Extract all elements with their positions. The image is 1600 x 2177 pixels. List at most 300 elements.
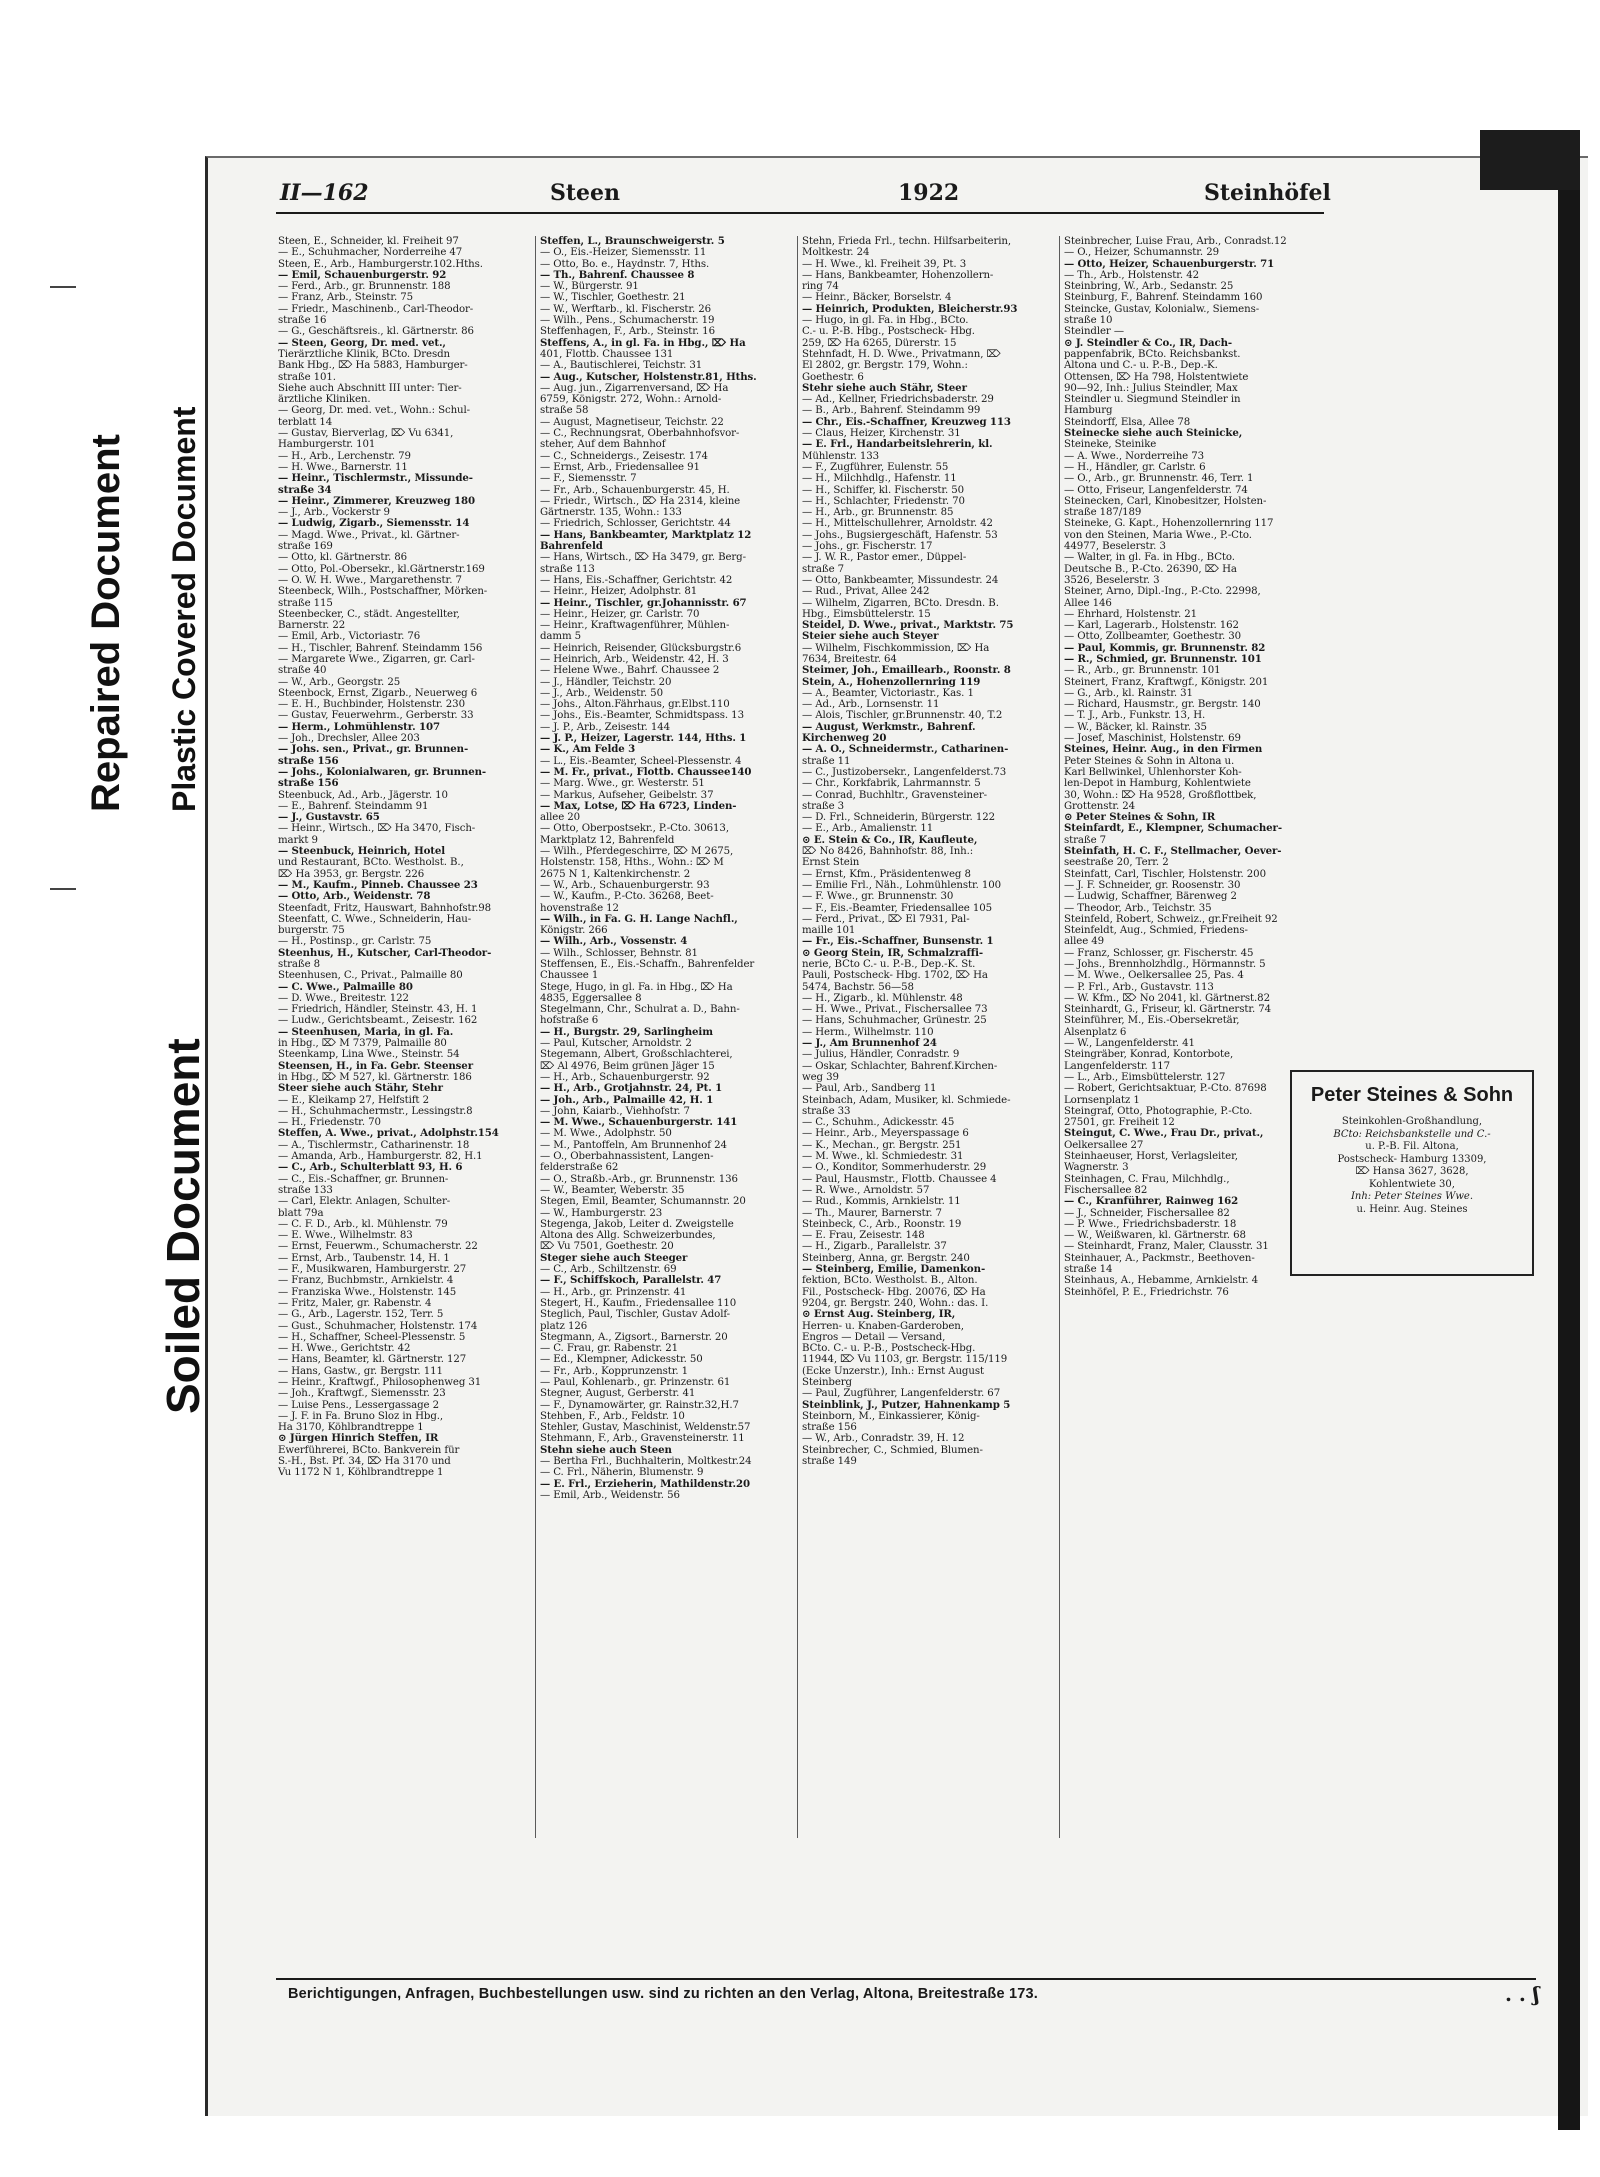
- directory-entry: Steinert, Franz, Kraftwgf., Königstr. 201: [1064, 676, 1269, 688]
- directory-entry: Steenbecker, C., städt. Angestellter,: [278, 608, 460, 620]
- directory-entry: — Ludw., Gerichtsbeamt., Zeisestr. 162: [278, 1015, 478, 1027]
- directory-entry: fektion, BCto. Westholst. B., Alton.: [802, 1275, 978, 1287]
- directory-entry: — C. Wwe., Palmaille 80: [278, 981, 413, 993]
- directory-entry: — H., Arb., Lerchenstr. 79: [278, 450, 411, 462]
- directory-entry: Steger siehe auch Steeger: [540, 1252, 688, 1264]
- directory-entry: — Ferd., Privat., ⌦ El 7931, Pal-: [802, 913, 970, 925]
- directory-entry: len-Depot in Hamburg, Kohlentwiete: [1064, 778, 1251, 790]
- advertisement-line: Inh: Peter Steines Wwe.: [1350, 1191, 1474, 1202]
- directory-entry: Steinführer, M., Eis.-Obersekretär,: [1064, 1015, 1240, 1027]
- directory-entry: damm 5: [540, 631, 582, 643]
- directory-entry: Grottenstr. 24: [1064, 800, 1136, 812]
- directory-entry: Ewerführerei, BCto. Bankverein für: [278, 1444, 460, 1456]
- directory-entry: — Wilhelm, Fischkommission, ⌦ Ha: [802, 642, 990, 654]
- directory-entry: — Steinberg, Emilie, Damenkon-: [802, 1264, 986, 1276]
- directory-entry: — Otto, Bo. e., Haydnstr. 7, Hths.: [540, 258, 710, 270]
- directory-entry: Steinfath, H. C. F., Stellmacher, Oever-: [1064, 846, 1282, 858]
- directory-entry: straße 10: [1064, 315, 1113, 327]
- directory-entry: — H., Burgstr. 29, Sarlingheim: [540, 1026, 713, 1038]
- directory-entry: — Claus, Heizer, Kirchenstr. 31: [802, 428, 961, 440]
- directory-entry: allee 20: [540, 812, 581, 824]
- directory-entry: — Fritz, Maler, gr. Rabenstr. 4: [278, 1297, 432, 1309]
- directory-entry: — H., Zigarb., kl. Mühlenstr. 48: [802, 992, 963, 1004]
- directory-entry: ärztliche Kliniken.: [278, 394, 371, 406]
- page-corner-shadow: [1480, 130, 1580, 190]
- directory-entry: — Georg, Dr. med. vet., Wohn.: Schul-: [278, 405, 471, 417]
- directory-entry: straße 14: [1064, 1264, 1113, 1276]
- directory-entry: straße 156: [802, 1422, 857, 1434]
- directory-entry: — W., Arb., Schauenburgerstr. 93: [540, 879, 710, 891]
- directory-entry: Steensen, H., in Fa. Gebr. Steenser: [278, 1060, 473, 1072]
- directory-entry: — A., Tischlermstr., Catharinenstr. 18: [278, 1139, 470, 1151]
- directory-entry: — A. O., Schneidermstr., Catharinen-: [802, 744, 1009, 756]
- directory-entry: — Joh., Drechsler, Allee 203: [278, 733, 420, 745]
- directory-entry: — Ad., Arb., Lornsenstr. 11: [802, 699, 940, 711]
- directory-entry: ⊙ Peter Steines & Sohn, IR: [1064, 812, 1216, 824]
- directory-entry: — Margarete Wwe., Zigarren, gr. Carl-: [278, 653, 475, 665]
- directory-entry: — Paul, Zugführer, Langenfelderstr. 67: [802, 1388, 1001, 1400]
- directory-entry: seestraße 20, Terr. 2: [1064, 857, 1169, 869]
- directory-entry: — F., Siemensstr. 7: [540, 473, 637, 485]
- footer-rule: [276, 1978, 1536, 1980]
- directory-entry: Steinhardt, G., Friseur, kl. Gärtnerstr. 74: [1064, 1004, 1272, 1016]
- directory-entry: — Marg. Wwe., gr. Westerstr. 51: [540, 778, 705, 790]
- directory-entry: Steenfadt, Fritz, Hauswart, Bahnhofstr.98: [278, 902, 492, 914]
- directory-entry: — K., Am Felde 3: [540, 744, 636, 756]
- advertisement-title: Peter Steines & Sohn: [1310, 1084, 1514, 1106]
- directory-entry: — R. Wwe., Arnoldstr. 57: [802, 1184, 930, 1196]
- advertisement-line: ⌦ Hansa 3627, 3628,: [1355, 1166, 1469, 1177]
- directory-entry: — Otto, Arb., Weidenstr. 78: [278, 891, 431, 903]
- directory-entry: straße 11: [802, 755, 851, 767]
- directory-entry: Deutsche B., P.-Cto. 26390, ⌦ Ha: [1064, 563, 1237, 575]
- directory-entry: — Johs., Bugsiergeschäft, Hafenstr. 53: [802, 529, 998, 541]
- directory-entry: — F. Wwe., gr. Brunnenstr. 30: [802, 891, 954, 903]
- directory-entry: — Heinr., Heizer, Adolphstr. 81: [540, 586, 698, 598]
- directory-entry: Stehmann, F., Arb., Gravensteinerstr. 11: [540, 1433, 745, 1445]
- directory-entry: Stehn siehe auch Steen: [540, 1444, 672, 1456]
- directory-entry: Stegert, H., Kaufm., Friedensallee 110: [540, 1297, 737, 1309]
- directory-entry: — A., Beamter, Victoriastr., Kas. 1: [802, 687, 974, 699]
- directory-entry: straße 187/189: [1064, 507, 1142, 519]
- directory-entry: Steglich, Paul, Tischler, Gustav Adolf-: [540, 1309, 731, 1321]
- directory-entry: — Steen, Georg, Dr. med. vet.,: [278, 337, 446, 349]
- directory-entry: — Paul, Kohlenarb., gr. Prinzenstr. 61: [540, 1376, 731, 1388]
- directory-entry: — Wilh., Pferdegeschirre, ⌦ M 2675,: [540, 846, 734, 858]
- directory-entry: — Heinr., Zimmerer, Kreuzweg 180: [278, 495, 475, 507]
- margin-tick: [50, 286, 76, 288]
- directory-entry: — H., Schiffer, kl. Fischerstr. 50: [802, 484, 965, 496]
- directory-entry: — E., Arb., Amalienstr. 11: [802, 823, 934, 835]
- directory-entry: — J., Am Brunnenhof 24: [802, 1038, 937, 1050]
- directory-entry: Vu 1172 N 1, Köhlbrandtreppe 1: [278, 1467, 444, 1479]
- directory-entry: Stegelmann, Chr., Schulrat a. D., Bahn-: [540, 1004, 740, 1016]
- directory-entry: — C., Arb., Schiltzenstr. 69: [540, 1264, 677, 1276]
- directory-entry: 4835, Eggersallee 8: [540, 992, 642, 1004]
- directory-entry: — M., Pantoffeln, Am Brunnenhof 24: [540, 1139, 727, 1151]
- directory-entry: Stein, A., Hohenzollernring 119: [802, 676, 981, 688]
- directory-entry: pappenfabrik, BCto. Reichsbankst.: [1064, 348, 1241, 360]
- directory-entry: Steinborn, M., Einkassierer, König-: [802, 1410, 980, 1422]
- directory-entry: — W., Bäcker, kl. Rainstr. 35: [1064, 721, 1207, 733]
- directory-entry: 259, ⌦ Ha 6265, Dürerstr. 15: [802, 337, 957, 349]
- directory-entry: Steinburg, F., Bahrenf. Steindamm 160: [1064, 292, 1263, 304]
- directory-entry: — W., Bürgerstr. 91: [540, 281, 639, 293]
- directory-entry: Hamburgerstr. 101: [278, 439, 376, 451]
- directory-entry: — Otto, Heizer, Schauenburgerstr. 71: [1064, 258, 1275, 270]
- directory-entry: — J., Gustavstr. 65: [278, 812, 380, 824]
- directory-entry: S.-H., Bst. Pf. 34, ⌦ Ha 3170 und: [278, 1456, 451, 1468]
- repaired-document-label: Repaired Document: [84, 434, 128, 812]
- column-divider: [1059, 236, 1060, 1838]
- directory-entry: — Paul, Kommis, gr. Brunnenstr. 82: [1064, 642, 1266, 654]
- directory-entry: Steffen, L., Braunschweigerstr. 5: [540, 236, 725, 247]
- directory-entry: Steenfatt, C. Wwe., Schneiderin, Hau-: [278, 913, 472, 925]
- publisher-footer: Berichtigungen, Anfragen, Buchbestellungen usw. sind zu richten an den Verlag, Altona, Breitestraße 173.: [288, 1986, 1038, 2002]
- directory-entry: Steingräber, Konrad, Kontorbote,: [1064, 1049, 1234, 1061]
- directory-entry: — Otto, Zollbeamter, Goethestr. 30: [1064, 631, 1242, 643]
- directory-entry: 3526, Beselerstr. 3: [1064, 574, 1160, 586]
- directory-entry: — E., Schuhmacher, Norderreihe 47: [278, 247, 463, 259]
- directory-entry: — H., Friedenstr. 70: [278, 1117, 381, 1129]
- directory-entry: — Johs. sen., Privat., gr. Brunnen-: [278, 744, 469, 756]
- directory-entry: — R., Arb., gr. Brunnenstr. 101: [1064, 665, 1221, 677]
- directory-entry: Hamburg: [1064, 405, 1113, 417]
- directory-entry: Steineke, Steinike: [1064, 439, 1157, 451]
- directory-entry: Langenfelderstr. 117: [1064, 1060, 1170, 1072]
- directory-entry: (Ecke Unzerstr.), Inh.: Ernst August: [802, 1365, 984, 1377]
- directory-entry: — Friedr., Wirtsch., ⌦ Ha 2314, kleine: [540, 495, 741, 507]
- directory-entry: — L., Eis.-Beamter, Scheel-Plessenstr. 4: [540, 755, 742, 767]
- advertisement-line: u. P.-B. Fil. Altona,: [1365, 1141, 1459, 1152]
- directory-entry: Stegen, Emil, Beamter, Schumannstr. 20: [540, 1196, 746, 1208]
- directory-entry: — W., Tischler, Goethestr. 21: [540, 292, 686, 304]
- directory-entry: — W., Arb., Conradstr. 39, H. 12: [802, 1433, 965, 1445]
- directory-entry: — F., Dynamowärter, gr. Rainstr.32,H.7: [540, 1399, 739, 1411]
- directory-entry: Steinbach, Adam, Musiker, kl. Schmiede-: [802, 1094, 1011, 1106]
- directory-entry: straße 156: [278, 778, 339, 790]
- directory-entry: straße 34: [278, 484, 332, 496]
- directory-entry: Kirchenweg 20: [802, 733, 887, 745]
- directory-entry: — M. Wwe., Oelkersallee 25, Pas. 4: [1064, 970, 1244, 982]
- directory-entry: Steinfardt, E., Klempner, Schumacher-: [1064, 823, 1282, 835]
- directory-entry: — Aug. jun., Zigarrenversand, ⌦ Ha: [540, 382, 729, 394]
- directory-entry: — H., Mittelschullehrer, Arnoldstr. 42: [802, 518, 993, 530]
- directory-entry: Steinhaeuser, Horst, Verlagsleiter,: [1064, 1151, 1238, 1163]
- directory-entry: — Robert, Gerichtsaktuar, P.-Cto. 87698: [1064, 1083, 1267, 1095]
- directory-entry: markt 9: [278, 834, 318, 846]
- directory-entry: straße 16: [278, 315, 327, 327]
- directory-entry: — E. Frau, Zeisestr. 148: [802, 1230, 925, 1242]
- soiled-document-label: Soiled Document: [157, 1038, 209, 1414]
- directory-entry: — C. Frau, gr. Rabenstr. 21: [540, 1343, 679, 1355]
- directory-entry: — Hans, Bankbeamter, Hohenzollern-: [802, 269, 994, 281]
- directory-entry: straße 169: [278, 541, 333, 553]
- directory-entry: 401, Flottb. Chaussee 131: [540, 348, 674, 360]
- directory-entry: — Ludwig, Zigarb., Siemensstr. 14: [278, 518, 470, 530]
- directory-entry: Altona des Allg. Schweizerbundes,: [540, 1230, 716, 1242]
- directory-entry: Steingraf, Otto, Photographie, P.-Cto.: [1064, 1105, 1253, 1117]
- directory-entry: — W., Werftarb., kl. Fischerstr. 26: [540, 303, 712, 315]
- directory-entry: — A. Wwe., Norderreihe 73: [1064, 450, 1204, 462]
- directory-entry: — O., Straßb.-Arb., gr. Brunnenstr. 136: [540, 1173, 738, 1185]
- directory-entry: Fil., Postscheck- Hbg. 20076, ⌦ Ha: [802, 1286, 986, 1298]
- directory-entry: straße 58: [540, 405, 589, 417]
- directory-entry: Steinecken, Carl, Kinobesitzer, Holsten-: [1064, 495, 1267, 507]
- directory-entry: Steidel, D. Wwe., privat., Marktstr. 75: [802, 620, 1014, 632]
- directory-entry: — Johs., gr. Fischerstr. 17: [802, 541, 933, 553]
- directory-entry: — Heinrich, Produkten, Bleicherstr.93: [802, 303, 1018, 315]
- directory-entry: Steen, E., Schneider, kl. Freiheit 97: [278, 236, 459, 247]
- directory-entry: — Alois, Tischler, gr.Brunnenstr. 40, T.2: [802, 710, 1003, 722]
- advertisement-box: [1290, 1070, 1534, 1276]
- directory-entry: — J. P., Arb., Zeisestr. 144: [540, 721, 670, 733]
- advertisement-line: Kohlentwiete 30,: [1369, 1178, 1455, 1190]
- directory-entry: — W. Kfm., ⌦ No 2041, kl. Gärtnerst.82: [1064, 992, 1270, 1004]
- directory-entry: Steindler u. Siegmund Steindler in: [1064, 394, 1241, 406]
- directory-entry: Holstenstr. 158, Hths., Wohn.: ⌦ M: [540, 857, 724, 869]
- directory-entry: — Franziska Wwe., Holstenstr. 145: [278, 1286, 457, 1298]
- directory-entry: Steenbock, Ernst, Zigarb., Neuerweg 6: [278, 687, 478, 699]
- directory-entry: — M., Kaufm., Pinneb. Chaussee 23: [278, 879, 478, 891]
- directory-entry: weg 39: [802, 1071, 839, 1083]
- directory-entry: Stegemann, Albert, Großschlachterei,: [540, 1049, 733, 1061]
- directory-entry: — C. Frl., Näherin, Blumenstr. 9: [540, 1467, 704, 1479]
- directory-entry: Marktplatz 12, Bahrenfeld: [540, 834, 675, 846]
- directory-entry: — H. Wwe., Gerichtstr. 42: [278, 1343, 411, 1355]
- directory-entry: — Heinrich, Arb., Weidenstr. 42, H. 3: [540, 653, 729, 665]
- directory-entry: Hbg., Eimsbüttelerstr. 15: [802, 608, 931, 620]
- directory-entry: — E. Wwe., Wilhelmstr. 83: [278, 1230, 413, 1242]
- directory-entry: — E., Kleikamp 27, Helfstift 2: [278, 1094, 429, 1106]
- directory-entry: Steingut, C. Wwe., Frau Dr., privat.,: [1064, 1128, 1264, 1140]
- directory-entry: — E. Frl., Handarbeitslehrerin, kl.: [802, 439, 993, 451]
- directory-entry: — Theodor, Arb., Teichstr. 35: [1064, 902, 1212, 914]
- directory-entry: ⌦ No 8426, Bahnhofstr. 88, Inh.:: [802, 846, 974, 858]
- directory-entry: — Otto, kl. Gärtnerstr. 86: [278, 552, 408, 564]
- directory-entry: Steer siehe auch Stähr, Stehr: [278, 1083, 443, 1095]
- directory-entry: straße 7: [1064, 834, 1107, 846]
- directory-entry: Stehnfadt, H. D. Wwe., Privatmann, ⌦: [802, 348, 1001, 360]
- directory-entry: — O., Arb., gr. Brunnenstr. 46, Terr. 1: [1064, 473, 1254, 485]
- directory-entry: Steenhusen, C., Privat., Palmaille 80: [278, 970, 463, 982]
- directory-entry: — Ernst, Arb., Taubenstr. 14, H. 1: [278, 1252, 450, 1264]
- directory-entry: El 2802, gr. Bergstr. 179, Wohn.:: [802, 360, 968, 372]
- directory-entry: — Helene Wwe., Bahrf. Chaussee 2: [540, 665, 720, 677]
- directory-entry: — C., Schuhm., Adickesstr. 45: [802, 1117, 955, 1129]
- directory-entry: Ha 3170, Köhlbrandtreppe 1: [278, 1422, 424, 1434]
- directory-entry: — H., Arb., Schauenburgerstr. 92: [540, 1071, 710, 1083]
- directory-entry: Fischersallee 82: [1064, 1184, 1148, 1196]
- directory-entry: Engros — Detail — Versand,: [802, 1331, 946, 1343]
- directory-entry: — Hans, Eis.-Schaffner, Gerichtstr. 42: [540, 574, 733, 586]
- directory-entry: Steier siehe auch Steyer: [802, 631, 939, 643]
- directory-entry: — Heinr., Heizer, gr. Carlstr. 70: [540, 608, 700, 620]
- directory-entry: — L., Arb., Eimsbüttelerstr. 127: [1064, 1071, 1226, 1083]
- directory-entry: — Fr., Arb., Kopprunzenstr. 1: [540, 1365, 689, 1377]
- directory-entry: straße 8: [278, 959, 321, 970]
- directory-entry: — H., Arb., gr. Prinzenstr. 41: [540, 1286, 687, 1298]
- directory-entry: — Otto, Friseur, Langenfelderstr. 74: [1064, 484, 1248, 496]
- column-divider: [797, 236, 798, 1838]
- directory-entry: Steinblink, J., Putzer, Hahnenkamp 5: [802, 1399, 1011, 1411]
- directory-entry: 2675 N 1, Kaltenkirchenstr. 2: [540, 868, 691, 880]
- directory-entry: felderstraße 62: [540, 1162, 619, 1174]
- directory-entry: — Markus, Aufseher, Geibelstr. 37: [540, 789, 714, 801]
- directory-entry: Steinbrecher, Luise Frau, Arb., Conradst.12: [1064, 236, 1287, 247]
- directory-entry: 27501, gr. Freiheit 12: [1064, 1117, 1175, 1129]
- directory-entry: — Ernst, Arb., Friedensallee 91: [540, 461, 700, 473]
- directory-entry: Steinhauer, A., Packmstr., Beethoven-: [1064, 1252, 1255, 1264]
- directory-entry: straße 133: [278, 1184, 333, 1196]
- directory-entry: ⌦ Al 4976, Beim grünen Jäger 15: [540, 1060, 715, 1072]
- directory-entry: straße 115: [278, 597, 333, 609]
- directory-entry: Herren- u. Knaben-Garderoben,: [802, 1320, 964, 1332]
- directory-entry: — Ferd., Arb., gr. Brunnenstr. 188: [278, 281, 451, 293]
- directory-entry: — Ed., Klempner, Adickesstr. 50: [540, 1354, 703, 1366]
- directory-entry: Moltkestr. 24: [802, 247, 870, 259]
- directory-entry: — August, Magnetiseur, Teichstr. 22: [540, 416, 724, 428]
- directory-entry: — Conrad, Buchhltr., Gravensteiner-: [802, 789, 987, 801]
- directory-entry: Steinhöfel, P. E., Friedrichstr. 76: [1064, 1286, 1229, 1298]
- directory-entry: — C., Rechnungsrat, Oberbahnhofsvor-: [540, 428, 740, 440]
- directory-entry: blatt 79a: [278, 1207, 324, 1219]
- directory-entry: Barnerstr. 22: [278, 620, 346, 632]
- directory-entry: straße 156: [278, 755, 339, 767]
- directory-entry: — Johs., Brennholzhdlg., Hörmannstr. 5: [1064, 959, 1266, 970]
- advertisement-line: BCto: Reichsbankstelle und C.-: [1333, 1128, 1491, 1140]
- plastic-covered-label: Plastic Covered Document: [166, 406, 202, 812]
- directory-entry: von den Steinen, Maria Wwe., P.-Cto.: [1064, 529, 1252, 541]
- directory-entry: 7634, Breitestr. 64: [802, 653, 897, 665]
- directory-entry: — C., Eis.-Schaffner, gr. Brunnen-: [278, 1173, 449, 1185]
- directory-entry: — G., Arb., Lagerstr. 152, Terr. 5: [278, 1309, 444, 1321]
- directory-entry: Ottensen, ⌦ Ha 798, Holstentwiete: [1064, 371, 1249, 383]
- directory-entry: Steenbeck, Wilh., Postschaffner, Mörken-: [278, 586, 488, 598]
- directory-entry: Wagnerstr. 3: [1064, 1162, 1129, 1174]
- directory-entry: — Th., Bahrenf. Chaussee 8: [540, 269, 695, 281]
- directory-entry: — K., Mechan., gr. Bergstr. 251: [802, 1139, 962, 1151]
- directory-entry: Allee 146: [1064, 597, 1112, 609]
- directory-entry: Steinhagen, C. Frau, Milchhdlg.,: [1064, 1173, 1230, 1185]
- directory-entry: — H., Schlachter, Friedenstr. 70: [802, 495, 965, 507]
- directory-entry: ⊙ Ernst Aug. Steinberg, IR,: [802, 1309, 956, 1321]
- directory-entry: — J. W. R., Pastor emer., Düppel-: [802, 552, 967, 564]
- directory-entry: — W., Beamter, Weberstr. 35: [540, 1184, 685, 1196]
- directory-entry: — J., Arb., Vockerstr 9: [278, 507, 390, 519]
- directory-entry: — H., Zigarb., Parallelstr. 37: [802, 1241, 947, 1253]
- directory-entry: — M. Wwe., kl. Schmiedestr. 31: [802, 1151, 964, 1163]
- directory-entry: — Johs., Eis.-Beamter, Schmidtspass. 13: [540, 710, 744, 722]
- directory-entry: — W., Arb., Georgstr. 25: [278, 676, 401, 688]
- directory-entry: Steinbrecher, C., Schmied, Blumen-: [802, 1444, 983, 1456]
- directory-entry: Stegner, August, Gerberstr. 41: [540, 1388, 696, 1400]
- directory-entry: Stegmann, A., Zigsort., Barnerstr. 20: [540, 1331, 728, 1343]
- directory-entry: — Chr., Eis.-Schaffner, Kreuzweg 113: [802, 416, 1011, 428]
- directory-entry: Oelkersallee 27: [1064, 1139, 1144, 1151]
- margin-tick: [50, 888, 76, 890]
- directory-entry: — Carl, Elektr. Anlagen, Schulter-: [278, 1196, 451, 1208]
- directory-column-4: [1064, 236, 1326, 1298]
- directory-entry: — Hans, Schuhmacher, Grünestr. 25: [802, 1015, 987, 1027]
- directory-entry: — Julius, Händler, Conradstr. 9: [802, 1049, 960, 1061]
- directory-entry: allee 49: [1064, 936, 1105, 948]
- directory-entry: — Herm., Lohmühlenstr. 107: [278, 721, 440, 733]
- directory-entry: Altona und C.- u. P.-B., Dep.-K.: [1064, 360, 1218, 372]
- directory-entry: straße 40: [278, 665, 327, 677]
- directory-entry: — Fr., Eis.-Schaffner, Bunsenstr. 1: [802, 936, 994, 948]
- directory-entry: — H., Arb., gr. Brunnenstr. 85: [802, 507, 954, 519]
- directory-entry: — Aug., Kutscher, Holstenstr.81, Hths.: [540, 371, 757, 383]
- directory-entry: — H. Wwe., Barnerstr. 11: [278, 461, 408, 473]
- directory-entry: — Franz, Buchbmstr., Arnkielstr. 4: [278, 1275, 454, 1287]
- directory-entry: — Franz, Schlosser, gr. Fischerstr. 45: [1064, 947, 1254, 959]
- directory-entry: Peter Steines & Sohn in Altona u.: [1064, 755, 1235, 767]
- directory-entry: — A., Bautischlerei, Teichstr. 31: [540, 360, 703, 372]
- directory-entry: — Josef, Maschinist, Holstenstr. 69: [1064, 733, 1241, 745]
- directory-entry: — Emilie Frl., Näh., Lohmühlenstr. 100: [802, 879, 1002, 891]
- directory-entry: — Herm., Wilhelmstr. 110: [802, 1026, 934, 1038]
- directory-entry: 5474, Bachstr. 56—58: [802, 981, 914, 993]
- directory-entry: 11944, ⌦ Vu 1103, gr. Bergstr. 115/119: [802, 1354, 1008, 1366]
- directory-entry: — Wilh., Pens., Schumacherstr. 19: [540, 315, 715, 327]
- directory-entry: — Wilh., in Fa. G. H. Lange Nachfl.,: [540, 913, 738, 925]
- directory-entry: straße 33: [802, 1105, 851, 1117]
- directory-entry: — H., Händler, gr. Carlstr. 6: [1064, 461, 1206, 473]
- directory-entry: — Hans, Bankbeamter, Marktplatz 12: [540, 529, 752, 541]
- directory-entry: Steinbeck, C., Arb., Roonstr. 19: [802, 1218, 962, 1230]
- directory-entry: — H., Milchhdlg., Hafenstr. 11: [802, 473, 957, 485]
- corner-mark: . . ʃ: [1505, 1982, 1540, 2006]
- directory-entry: — C., Schneidergs., Zeisestr. 174: [540, 450, 708, 462]
- directory-entry: — P. Frl., Arb., Gustavstr. 113: [1064, 981, 1214, 993]
- directory-entry: — Emil, Arb., Victoriastr. 76: [278, 631, 421, 643]
- directory-entry: Stehler, Gustav, Maschinist, Weldenstr.57: [540, 1422, 751, 1434]
- directory-entry: — F., Zugführer, Eulenstr. 55: [802, 461, 949, 473]
- directory-entry: — C. F. D., Arb., kl. Mühlenstr. 79: [278, 1218, 448, 1230]
- directory-entry: platz 126: [540, 1320, 588, 1332]
- directory-entry: straße 149: [802, 1456, 857, 1468]
- directory-entry: in Hbg., ⌦ M 527, kl. Gärtnerstr. 186: [278, 1071, 472, 1083]
- directory-entry: — J., Händler, Teichstr. 20: [540, 676, 672, 688]
- directory-entry: Siehe auch Abschnitt III unter: Tier-: [278, 382, 462, 394]
- directory-entry: Steenbuck, Ad., Arb., Jägerstr. 10: [278, 789, 448, 801]
- first-keyword: Steen: [550, 180, 621, 206]
- directory-entry: — O. W. H. Wwe., Margarethenstr. 7: [278, 574, 462, 586]
- directory-entry: ring 74: [802, 281, 839, 293]
- directory-entry: — Th., Arb., Holstenstr. 42: [1064, 269, 1199, 281]
- directory-entry: Ernst Stein: [802, 857, 860, 869]
- directory-entry: — Otto, Oberpostsekr., P.-Cto. 30613,: [540, 823, 729, 835]
- directory-entry: — T. J., Arb., Funkstr. 13, H.: [1064, 710, 1206, 722]
- directory-entry: straße 3: [802, 800, 845, 812]
- directory-entry: Steinfeld, Robert, Schweiz., gr.Freiheit 92: [1064, 913, 1278, 925]
- directory-entry: steher, Auf dem Bahnhof: [540, 439, 666, 451]
- directory-entry: 90—92, Inh.: Julius Steindler, Max: [1064, 382, 1238, 394]
- directory-entry: — J., Arb., Weidenstr. 50: [540, 687, 663, 699]
- directory-entry: — G., Geschäftsreis., kl. Gärtnerstr. 86: [278, 326, 474, 338]
- directory-entry: — D. Wwe., Breitestr. 122: [278, 992, 409, 1004]
- directory-entry: — Ernst, Feuerwm., Schumacherstr. 22: [278, 1241, 478, 1253]
- directory-entry: — Otto, Bankbeamter, Missundestr. 24: [802, 574, 999, 586]
- directory-entry: Steindler —: [1064, 326, 1124, 338]
- directory-entry: — Walter, in gl. Fa. in Hbg., BCto.: [1064, 552, 1235, 564]
- directory-entry: — B., Arb., Bahrenf. Steindamm 99: [802, 405, 981, 417]
- directory-entry: — M. Fr., privat., Flottb. Chaussee140: [540, 766, 752, 778]
- directory-entry: — Heinr., Kraftwgf., Philosophenweg 31: [278, 1376, 482, 1388]
- directory-entry: — Karl, Lagerarb., Holstenstr. 162: [1064, 620, 1239, 632]
- directory-entry: Karl Bellwinkel, Uhlenhorster Koh-: [1064, 766, 1242, 778]
